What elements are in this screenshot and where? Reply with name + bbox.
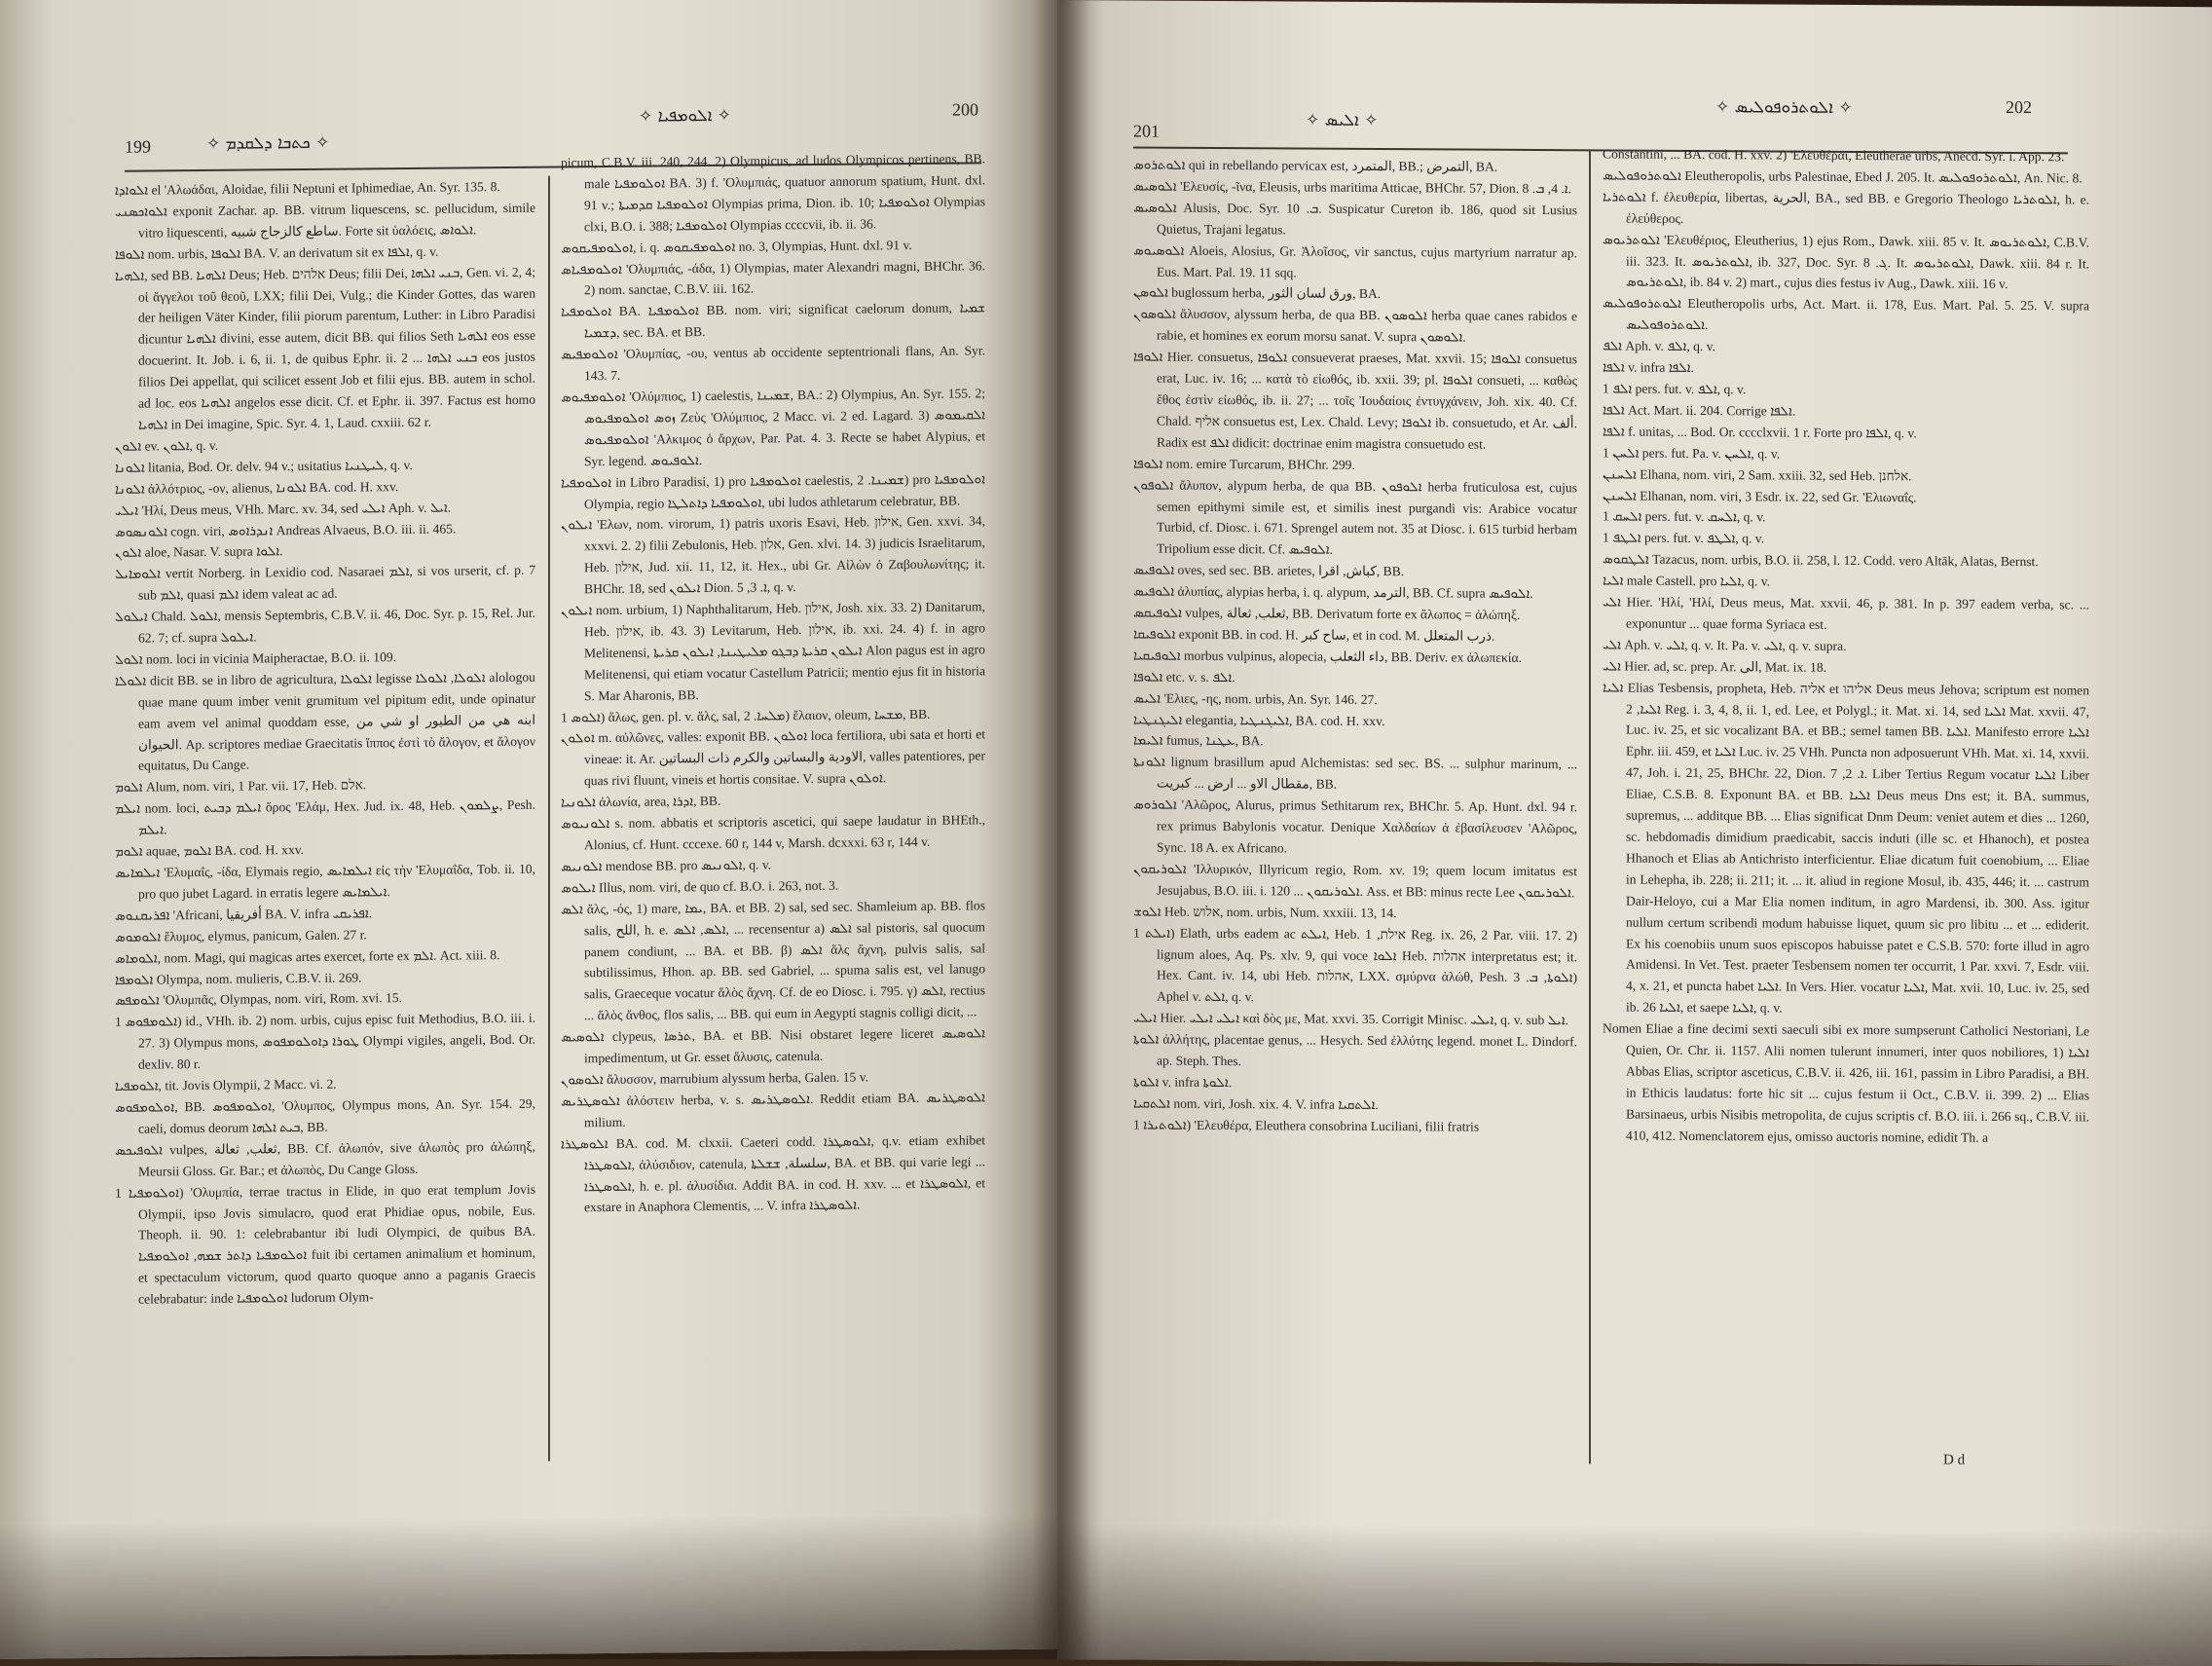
signature-mark: D d: [1943, 1452, 1966, 1468]
dictionary-entry: ܐܠܘܡܦܣ 'Ολυμπᾶς, Olympas, nom. viri, Rom. xvi. 15.: [115, 990, 402, 1009]
left-page-column-2: [561, 148, 985, 1218]
dictionary-entry: ܐܠܘܦܐ nom. urbis, ܐܠܘܦܐ BA. V. an derivatum sit ex ܐܠܦܐ, q. v.: [115, 243, 439, 262]
dictionary-entry: ܐܠܛܩܘܣ Tazacus, nom. urbis, B.O. ii. 258, l. 12. Codd. vero Altāk, Alatas, Bernst.: [1603, 551, 2039, 570]
dictionary-entry: ܐܠܝ Hier. ad, sc. prep. Ar. الى, Mat. ix. 18.: [1603, 658, 1827, 675]
dictionary-entry: ܐܠܘܬܪܘܦܘܠܝܣ Eleutheropolis urbs, Act. Mart. ii. 178, Eus. Mart. Pal. 5. 25. V. supra ܐܠܘܬܪܘܦܘܠܝܣ.: [1603, 295, 2089, 333]
dictionary-entry: Constantini, ... BA. cod. H. xxv. 2) 'Ελευθέραι, Eleutherae urbs, Anecd. Syr. i. App. 23.: [1603, 146, 2065, 165]
dictionary-entry: ܐܠܦܐ v. infra ܐܠܦܐ.: [1603, 359, 1694, 376]
dictionary-entry: ܐܠܘܦܝܟܣ vulpes, ثعلب, ثعالة, BB. Cf. ἀλωπόν, sive ἀλωπὸς pro ἀλώπηξ, Meursii Gloss. Gr. Bar.; et ἀλωπὸς, Du Cange Gloss.: [115, 1138, 535, 1179]
dictionary-entry: ܐܠܘܣܝܣ clypeus, ܬܪܣܐ, BA. et BB. Nisi obstaret legere liceret ܐܠܘܣܝܣ impedimentum, ut Gr. esset ἅλυσις, catenula.: [561, 1025, 985, 1066]
dictionary-entry: ܐܠܝ Hier. 'Ηλί, 'Ηλί, Deus meus, Mat. xxvii. 46, p. 381. In p. 397 eadem verba, sc. ... exponuntur ... quae forma Syriaca est.: [1603, 594, 2089, 632]
dictionary-entry: ܐܠܬܩܝܐ nom. viri, Josh. xix. 4. V. infra ܐܠܬܩܝܐ.: [1133, 1095, 1379, 1112]
dictionary-entry: ܐܠܦ 1 pers. fut. v. ܐܠܦ, q. v.: [1603, 381, 1747, 397]
dictionary-entry: ܐܠܚܢܢ Elhanan, nom. viri, 3 Esdr. ix. 22, sed Gr. 'Ελιωναΐς.: [1603, 487, 1917, 504]
dictionary-entry: ܐܠܘܦܐ etc. v. s. ܐܠܦ.: [1133, 669, 1235, 685]
dictionary-entry: ܐܠܘܬܪܝܐ f. ἐλευθερία, libertas, الحرية, BA., sed BB. e Gregorio Theologo ܐܠܘܬܪܝܐ, h. e. ἐλεύθερος.: [1603, 189, 2089, 226]
dictionary-entry: ܐܘܠܘܡܦܝܩܘܣ, i. q. ܐܘܠܘܡܦܝܩܘܣ no. 3, Olympias, Hunt. dxl. 91 v.: [561, 237, 912, 256]
column-separator: [548, 176, 550, 1462]
page-shadow: [1057, 1523, 2212, 1666]
dictionary-entry: ܐܝܠܝ Hier. ܐܝܠܝ ܐܝܠܝ καὶ δὸς με, Mat. xxvi. 35. Corrigit Minisc. ܐܝܠܝ, q. v. sub ܐܝܠ.: [1133, 1010, 1568, 1028]
dictionary-entry: ܐܠܘܐܟܣܢܝ exponit Zachar. ap. BB. vitrum liquescens, sc. pellucidum, simile vitro liquescenti, ساطع كالزجاج شبيه. Forte sit ὑαλόεις, ܐܠܘܐܣ.: [115, 200, 535, 241]
page-number-202: 202: [2006, 96, 2032, 118]
dictionary-entry: ܐܘܠܘܡܦܝܣ 'Ολυμπίας, -ου, ventus ab occidente septentrionali flans, An. Syr. 143. 7.: [561, 343, 985, 384]
dictionary-entry: ܐܠܘܡ aquae, ܐܠܘܡ BA. cod. H. xxv.: [115, 842, 305, 859]
dictionary-entry: ܐܝܠܘܢ 'Ελων, nom. virorum, 1) patris uxoris Esavi, Heb. אילון, Gen. xxvi. 34, xxxvi. 2. 2) filii Zebulonis, Heb. אלון, Gen. xlvi. 14. 3) judicis Israelitarum, Heb. אילון, Jud. xii. 11, 12, it. Hex., ubi Gr. Αἰλὼν ὁ Ζαβουλωνίτης; it. BHChr. 18, sed ܐܝܠܘܢ Dion. ܐ. 3, 5, q. v.: [561, 513, 985, 597]
dictionary-entry: ܐܠܚܩ 1 pers. fut. v. ܐܠܚܩ, q. v.: [1603, 508, 1766, 525]
dictionary-entry: ܐܠܘܣܝܣ Alusis, Doc. Syr. ܒ. 10. Suspicatur Cureton ib. 186, quod sit Lusius Quietus, Trajani legatus.: [1133, 200, 1577, 238]
dictionary-entry: ܐܠܘܪܝܩܘܢ 'Ιλλυρικόν, Illyricum regio, Rom. xv. 19; quem locum imitatus est Jesujabus, B.O. iii. i. 120 ... ܐܠܘܪܝܩܘܢ. Ass. et BB: minus recte Lee ܐܠܘܪܝܩܘܢ.: [1133, 861, 1577, 901]
dictionary-entry: ܐܠܘܠ nom. loci in vicinia Maipheractae, B.O. ii. 109.: [115, 649, 397, 667]
dictionary-entry: ܐܠܦܐ f. unitas, ... Bod. Or. cccclxvii. 1 r. Forte pro ܐܠܦܐ, q. v.: [1603, 424, 1917, 441]
dictionary-entry: ܐܠܘܬܐ v. infra ܐܠܘܬܐ.: [1133, 1074, 1233, 1091]
page-shadow: [0, 1513, 1061, 1659]
dictionary-entry: ܐܠܘܡܦܘܣ 1) id., VHh. ib. 2) nom. urbis, cujus episc fuit Methodius, B.O. iii. i. 27. 3) Olympus mons, ܛܘܪܐ ܕܐܘܠܘܡܦܘܣ Olympi vigiles, angeli, Bod. Or. dexliv. 80 r.: [115, 1011, 536, 1072]
dictionary-entry: ܐܠܛܦ 1 pers. fut. v. ܐܠܛܦ, q. v.: [1603, 530, 1765, 546]
running-head-right: ✧ ܐܠܘܬܪܘܦܘܠܝܣ ✧: [1715, 97, 1853, 118]
dictionary-entry: ܐܠܝܡܐ fumus, ܥܛܢܐ, BA.: [1133, 732, 1264, 749]
dictionary-entry: ܐܠܘܣܝܘܣ Aloeis, Alosius, Gr. Ἀλοῖσος, vir sanctus, cujus martyrium narratur ap. Eus. Mart. Pal. 19. 11 sqq.: [1133, 242, 1577, 280]
dictionary-entry: ܐܠܘܢܬܐ lignum brasillum apud Alchemistas: sed sec. BS. ... sulphur marinum, ... مقطال الاو ... ارض ... كبريت, BB.: [1133, 754, 1577, 793]
right-page: [1057, 0, 2212, 1666]
dictionary-entry: ܐܠܘܢܣܘܣ cogn. viri, ܐܢܕܪܐܘܣ Andreas Alvaeus, B.O. iii. ii. 465.: [115, 521, 457, 539]
dictionary-entry: ܐܝܠܘܣ Illus, nom. viri, de quo cf. B.O. i. 263, not. 3.: [561, 877, 839, 896]
dictionary-entry: ܐܠܘܬܪܘܦܘܠܝܣ Eleutheropolis, urbs Palestinae, Ebed J. 205. It. ܐܠܘܬܪܘܦܘܠܝܣ, An. Nic. 8.: [1603, 167, 2083, 186]
dictionary-entry: ܐܠܘܦܐ nom. emire Turcarum, BHChr. 299.: [1133, 456, 1355, 472]
dictionary-entry: picum, C.B.V. iii. 240, 244. 2) Olympicus, ad ludos Olympicos pertinens, BB. male ܐܘܠܘܡܦܝܐ BA. 3) f. 'Ολυμπιάς, quatuor annorum spatium, Hunt. dxl. 91 v.; ܐܘܠܘܡܦܝܐ ܩܕܡܝܬܐ Olympias prima, Dion. ib. 10; ܐܘܠܘܡܦܝܐ Olympias clxi, B.O. i. 388; ܐܘܠܘܡܦܝܐ Olympias ccccvii, ib. ii. 36.: [561, 151, 985, 234]
dictionary-entry: ܐܠܝܓܢܛܝܐ elegantia, ܐܠܝܓܢܛܝܐ, BA. cod. H. xxv.: [1133, 712, 1385, 728]
dictionary-entry: ܐܠܘܣܛܪܝܣ ἀλόστειν herba, v. s. ܐܠܘܣܛܪܝܣ. Reddit etiam BA. ܐܠܘܣܛܪܝܣ milium.: [561, 1090, 985, 1130]
dictionary-entry: ܐܠܘܢܝܘܣ s. nom. abbatis et scriptoris ascetici, qui saepe laudatur in BHEth., Alonius, cf. Hunt. cccexe. 60 r, 144 v, Marsh. dcxxxi. 63 r, 144 v.: [561, 812, 985, 853]
dictionary-entry: ܐܠܘܬܪܘܣ qui in rebellando pervicax est, المتمرد, BB.; التمرض, BA.: [1133, 157, 1498, 174]
dictionary-entry: ܐܠܘܦܘܢ ἄλυπον, alypum herba, de qua BB. ܐܠܘܦܘܢ herba fruticulosa est, cujus semen epithymi simile est, et similis inest purgandi vis: Arabice vocatur Turbid, cf. Diosc. i. 671. Sprengel autem not. 35 at Diosc. i. 615 turbid herbam Tripolium esse dicit. Cf. ܐܠܘܦܝܣ.: [1133, 477, 1578, 558]
dictionary-entry: ܐܠܘܢܐ litania, Bod. Or. delv. 94 v.; usitatius ܠܝܛܢܝܐ, q. v.: [115, 457, 413, 475]
dictionary-entry: ܐܦܪܝܩܢܘܣ 'Africani, أفريقيا BA. V. infra ܐܦܪܝܩܝ.: [115, 906, 373, 923]
dictionary-entry: ܐܘܠܘܡܦܝܐ in Libro Paradisi, 1) pro ܐܘܠܘܡܦܝܐ caelestis, ܫܡܝܢܐ. 2) pro ܐܘܠܘܡܦܝܐ Olympia, regio ܐܘܠܘܡܦܝܐ ܕܐܬܠܛܐ, ubi ludos athletarum celebratur, BB.: [561, 470, 985, 511]
dictionary-entry: ܐܠܘܡ Alum, nom. viri, 1 Par. vii. 17, Heb. אלם.: [115, 777, 367, 796]
dictionary-entry: ܐܠܘܢ aloe, Nasar. V. supra ܐܠܘܐ.: [115, 543, 283, 561]
dictionary-entry: ܐܠܘܦܐ Hier. consuetus, ܐܠܘܦܐ consueverat praeses, Mat. xxvii. 15; ܐܠܘܦܐ consuetus erat, Luc. iv. 16; ... κατὰ τὸ εἰωθός, ib. xxii. 39; pl. ܐܠܘܦܐ consueti, ... καθὼς ἔθος ἐστὶν εἰωθός, ib. ii. 27; ... τοῖς Ἰουδαίοις ἐντυγχάνειν, Joh. xix. 40. Cf. Chald. אליף consuetus est, Lex. Chald. Levy; ܐܠܘܦܐ ib. consuetudo, et Ar. ألف. Radix est ܐܠܦ didicit: doctrinae enim magistra consuetudo est.: [1133, 349, 1578, 452]
dictionary-entry: ܐܠܗܝܐ, sed BB. ܐܠܗܝܐ Deus; Heb. אלהים Deus; filii Dei, ܒܢܝ ܐܠܗܐ, Gen. vi. 2, 4; οἱ ἄγγελοι τοῦ θεοῦ, LXX; filii Dei, Vulg.; die Kinder Gottes, das waren der heiligen Väter Kinder, filii piorum parentum, Luther: in Libro Paradisi dicuntur ܐܠܗܝܐ divini, esse autem, dicit BB. qui filios Seth ܐܠܗܝܐ eos esse docuerint. It. Job. i. 6, ii. 1, de quibus Ephr. ii. 2 ... ܒܢܝ ܐܠܗܐ eos justos filios Dei appellat, qui scilicet essent Job et filii ejus. BB. autem in schol. ad loc. eos ܐܠܗܝܐ angelos esse dicit. Cf. et Ephr. ii. 397. Factus est homo ܐܠܗܝܐ in Dei imagine, Spic. Syr. 4. 1, Laud. cxxiii. 62 r.: [115, 264, 536, 432]
dictionary-entry: ܐܠܘܬܐ ἀλλήτης, placentae genus, ... Hesych. Sed ἐλλύτης legend. monet L. Dindorf. ap. Steph. Thes.: [1133, 1031, 1577, 1069]
right-page-column-1: [1133, 154, 1577, 1137]
dictionary-entry: ܐܝܠܡܐܝܣ 'Ελυμαΐς, -ίδα, Elymais regio, ܐܝܠܡܐܝܣ εἰς τὴν 'Ελυμαΐδα, Tob. ii. 10, pro quo jubet Lagard. in erratis legere ܐܝܠܡܐܝܣ.: [115, 861, 535, 902]
dictionary-entry: ܐܠܘܬܪܝܘܣ 'Ελευθέριος, Eleutherius, 1) ejus Rom., Dawk. xiii. 85 v. It. ܐܠܘܬܪܝܘܣ, C.B.V. iii. 323. It. ܐܠܘܬܪܝܘܣ, ib. 327, Doc. Syr. ܓ. 8. It. ܐܠܘܬܪܝܘܣ, Dawk. xiii. 84 r. It. ܐܠܘܬܪܝܘܣ, ib. 84 v. 2) mart., cujus dies festus iv Aug., Dawk. xiii. 16 v.: [1603, 232, 2089, 292]
dictionary-entry: ܐܘܠܘܢ m. αὐλῶνες, valles: exponit BB. ܐܘܠܘܢ loca fertiliora, ubi sata et horti et vineae: it. Ar. الاودية والبساتين والكرم ذات البساتين, valles patentiores, per quas rivi fluunt, vineis et hortis consitae. V. supra ܐܘܠܘܢ.: [561, 726, 986, 789]
page-number-200: 200: [952, 99, 978, 120]
dictionary-entry: ܐܠܝܐ male Castell. pro ܐܠܝܐ, q. v.: [1603, 573, 1770, 589]
dictionary-entry: ܐܠܘܡܦܐ Olympa, nom. mulieris, C.B.V. ii. 269.: [115, 969, 362, 987]
dictionary-entry: ܐܠܝ Aph. v. ܐܠܝ, q. v. It. Pa. v. ܐܠܝ, q. v. supra.: [1603, 637, 1847, 653]
page-number-199: 199: [125, 136, 151, 157]
page-number-201: 201: [1133, 121, 1160, 141]
dictionary-entry: ܐܠܘܣܝܣ 'Ελευσίς, -ῖνα, Eleusis, urbs maritima Atticae, BHChr. 57, Dion. ܐ. 4, ܒ. 8.: [1133, 178, 1572, 197]
dictionary-entry: ܐܝܠܘܠ Chald. ܐܠܘܠ, mensis Septembris, C.B.V. ii. 46, Doc. Syr. p. 15, Rel. Jur. 62. 7; cf. supra ܐܝܠܘܠ.: [115, 605, 536, 646]
dictionary-entry: ܐܠܘܠܐ dicit BB. se in libro de agricultura, ܐܠܘܠܐ legisse ܐܠܘܠܐ, ܐܠܘܠܐ alologou quae mane quum imber venit grumitum vel pipitum edit, unde opinatur eam avem vel animal quoddam esse, ابنه هي من الطيور او شي من الحيوان. Ap. scriptores mediae Graecitatis ἵππος ἐστὶ τὸ ἄλογον, et ἄλογον equitatus, Du Cange.: [115, 669, 535, 774]
left-page: [0, 0, 1061, 1659]
dictionary-entry: ܐܝܠܝ 'Ηλί, Deus meus, VHh. Marc. xv. 34, sed ܐܝܠܝ Aph. v. ܐܝܠ.: [115, 500, 452, 518]
dictionary-entry: ܐܠܘܢܝܣ mendose BB. pro ܐܠܘܢܝܣ, q. v.: [561, 857, 772, 874]
running-head-right: ✧ ܐܠܘܡܦܝܐ ✧: [639, 105, 732, 127]
right-page-column-2: [1603, 143, 2089, 1149]
dictionary-entry: ܐܠܘܣܘܢ ἄλυσσον, alyssum herba, de qua BB. ܐܠܘܣܘܢ herba quae canes rabidos e rabie, et homines ex eorum morsu sanat. V. supra ܐܠܘܣܘܢ.: [1133, 306, 1577, 345]
dictionary-entry: ܐܠܘܡܦܝܐ, tit. Jovis Olympii, 2 Macc. vi. 2.: [115, 1076, 337, 1093]
dictionary-entry: ܐܠܘܦܝܣ oves, sed sec. BB. arietes, كباش, اقرا, BB.: [1133, 562, 1405, 579]
dictionary-entry: ܐܠܘܢܝܐ ἀλωνία, area, ܐܕܪܐ, BB.: [561, 794, 721, 810]
dictionary-entry: Nomen Eliae a fine decimi sexti saeculi sibi ex more sumpserunt Catholici Nestoriani, Le Quien, Or. Chr. ii. 1157. Alii nomen tulerunt innumeri, inter quos nobiliores, 1) ܐܠܝܐ Abbas Elias, scriptor asceticus, C.B.V. ii. 426, iii. 161, passim in Libro Paradisi, a BH. in Ethicis laudatus: forte hic sit ... cujus festum ii Oct., C.B.V. ii. 399. 2) ... Elias Barsinaeus, urbis Nisibis metropolita, de cujus scriptis cf. B.O. iii. i. 266 sq., C.B.V. iii. 410, 412. Nomenclatorem ejus, omisso auctoris nomine, edidit Th. a: [1603, 1020, 2089, 1145]
dictionary-entry: ܐܠܝܐ Elias Tesbensis, propheta, Heb. אליה et אליהו Deus meus Jehova; scriptum est nomen ܐܠܝܐ, 2 Reg. i. 3, 4, 8, ii. 1, ed. Lee, et Polygl.; it. Mat. xi. 14, sed ܐܠܝܐ Mat. xxvii. 47, Luc. iv. 25, et sic vocalizant BA. et BB.; semel tamen BB. ܐܠܝܐ. Manifesto errore ܐܠܝܐ Ephr. iii. 459, et ܐܠܝܐ Luc. iv. 25 VHh. Puncta non adposuerunt VHh. Mat. xi. 14, xxvii. 47, Joh. i. 21, 25, BHChr. 22, Dion. ܐ. 2, 7. Liber Tertius Regum vocatur ܐܠܝܐ Liber Eliae, C.S.B. 8. Exponunt BA. et BB. ܐܠܝܐ Deus meus Dns est; it. BA. summus, supremus, ... additque BB. ... Elias significat Dnm Deum: veniet autem et dies ... 1260, sc. hebdomadis dimidium praedicabit, saccis induti (ille sc. et Hhanoch), et postea Hhanoch et Elias ab Antichristo interficientur. Eliae dicatum fuit coenobium, ... Eliae in Lehepha, ib. 228; ii. 211; it. ... it. aliud in regione Mosul, ib. 435, 446; it. ... castrum Dair-Heloyo, cui a Mar Elia nomen inditum, in agro Mardensi, ib. 300. Ass. igitur nullum certum scribendi modum habuisse liquet, quum sic pro libitu ... et ... ediderit. Ex his coenobiis unum suos episcopos habuisse patet e C.S.B. 570: forte illud in agro Amidensi. In Vet. Test. praeter Tesbensem nomen ter occurrit, 1 Par. xxvi. 7, Esdr. viii. 4, x. 21, et puncta habet ܐܠܝܐ. In Vers. Hier. vocatur ܐܠܝܐ, Mat. xvii. 10, Luc. iv. 25, sed ib. 26 ܐܠܝܐ, et saepe ܐܠܝܐ, q. v.: [1603, 680, 2090, 1016]
dictionary-entry: ܐܘܠܘܡܦܝܐܣ 'Ολυμπιάς, -άδα, 1) Olympias, mater Alexandri magni, BHChr. 36. 2) nom. sanctae, C.B.V. iii. 162.: [561, 257, 985, 298]
dictionary-entry: ܐܠܘܦܝܩܣ vulpes, ثعلب, ثعالة, BB. Derivatum forte ex ἄλωπος = ἀλώπηξ.: [1133, 605, 1521, 622]
dictionary-entry: ܐܠܘܐܕܐ el 'Αλωάδαι, Aloidae, filii Neptuni et Iphimediae, An. Syr. 135. 8.: [115, 179, 500, 198]
dictionary-entry: ܐܠܘܦܝܩܐ exponit BB. in cod. H. ساح كبر, et in cod. M. ذرب المتعلل.: [1133, 626, 1495, 644]
running-head-left: ✧ ܟܬܒܐ ܕܠܩܕܡ ✧: [206, 132, 330, 154]
column-separator: [1589, 149, 1591, 1463]
dictionary-entry: ܐܘܠܘܡܦܘܣ, BB. ܐܘܠܘܡܦܘܣ, 'Ολυμπος, Olympus mons, An. Syr. 154. 29, caeli, domus deorum ܒܝܬ ܐܠܗܐ, BB.: [115, 1095, 535, 1136]
dictionary-entry: ܐܠܘܣܘܢ ἄλυσσον, marrubium alyssum herba, Galen. 15 v.: [561, 1069, 869, 1088]
dictionary-entry: ܐܠܘܬܝܪܐ 1) 'Ελευθέρα, Eleuthera consobrina Luciliani, filii fratris: [1133, 1117, 1480, 1134]
running-head-left: ✧ ܐܠܝܣ ✧: [1306, 110, 1379, 131]
dictionary-entry: ܐܠܦ Aph. v. ܐܠܦ, q. v.: [1603, 338, 1716, 354]
left-page-column-1: [115, 176, 535, 1311]
dictionary-entry: ܐܠܣ ἅλς, -ός, 1) mare, ܝܡܐ, BA. et BB. 2) sal, sed sec. Shamleium ap. BB. flos salis, اللح, h. e. ܐܠܣ, ܐܠܣ, ... recensentur a) ܐܠܣ sal pistoris, sal quocum panem condiunt, ... BA. et BB. β) ܐܠܣ ἅλς ἄχνη, pulvis salis, sal subtilissimus, Hhon. ap. BB. sed Gabriel, ... spuma salis est, vel lanugo salis, Graeceque vocatur ἅλὸς ἄχνη. Cf. de eo Diosc. i. 795. γ) ܐܠܣ, rectius ... ἅλὸς ἄνθος, flos salis, ... BB. qui eum in Aegypti stagnis colligi dicit, ...: [561, 898, 985, 1023]
dictionary-entry: ܐܠܚܢܢ Elhana, nom. viri, 2 Sam. xxiii. 32, sed Heb. אלחנן.: [1603, 466, 1912, 483]
dictionary-entry: ܐܠܦܐ Act. Mart. ii. 204. Corrige ܐܠܦܐ.: [1603, 402, 1796, 419]
dictionary-entry: ܐܠܚܢ 1 pers. fut. Pa. v. ܐܠܚܢ, q. v.: [1603, 445, 1781, 462]
dictionary-entry: ܐܝܠܡ nom. loci, ܐܝܠܡ ܕܒܝܬ ὅρος 'Ελάμ, Hex. Jud. ix. 48, Heb. ܨܠܡܘܢ, Pesh. ܐܝܠܡ.: [115, 797, 535, 837]
dictionary-entry: ܐܠܘܡܐܝܠ vertit Norberg. in Lexidio cod. Nasaraei ܐܠܡ, si vos urserit, cf. p. 7 sub ܐܠܡ, quasi ܐܠܡ idem valeat ac ad.: [115, 563, 535, 603]
dictionary-entry: ܐܠܝܣ 'Ελιες, -ης, nom. urbis, An. Syr. 146. 27.: [1133, 690, 1378, 707]
dictionary-entry: ܐܝܠܬ 1) Elath, urbs eadem ac ܐܝܠܬ, Heb. אילת, 1 Reg. ix. 26, 2 Par. viii. 17. 2) lignum aloes, Aq. Ps. xlv. 9, qui voce ܐܠܘܐ Heb. אהלות interpretatus est; it. Hex. Cant. iv. 14, ubi Heb. אהלות, LXX. σμύρνα ἀλώθ, Pesh. ܐܠܘܬܐ, ܒ. 3) Aphel v. ܐܠܬ, q. v.: [1133, 925, 1578, 1005]
dictionary-entry: ܐܝܠܘܢ nom. urbium, 1) Naphthalitarum, Heb. אילון, Josh. xix. 33. 2) Danitarum, Heb. אילון, ib. 43. 3) Levitarum, Heb. אילון, ib. xxi. 24. 4) f. in agro Melitenensi, ܐܝܠܘܢ ܩܪܝܬܐ ܕܒܓܘ ܡܠܝܛܝܢܐ, ܐܝܠܘܢ ܩܪܝܬܐ Alon pagus est in agro Melitenensi, qui etiam vocatur Castellum Patricii; mentio ejus fit in historia S. Mar Aharonis, BB.: [561, 599, 986, 703]
book-gutter: [1032, 0, 1090, 1659]
dictionary-entry: ܐܠܘܣܢ buglossum herba, ورق لسان الثور, BA.: [1133, 284, 1382, 302]
dictionary-entry: ܐܠܘܢ ev. ܐܠܘܢ, q. v.: [115, 437, 219, 454]
dictionary-entry: ܐܘܠܘܡܦܝܘܣ 'Ολύμπιος, 1) caelestis, ܫܡܝܢܐ, BA.: 2) Olympius, An. Syr. 155. 2; ܙܘܣ ܐܘܠܘܡܦܝܘܣ Ζεὺς 'Ολύμπιος, 2 Macc. vi. 2 ed. Lagard. 3) ܐܠܩܝܡܘܣ ܐܘܠܘܡܦܝܘܣ 'Αλκιμος ὁ ἄρχων, Par. Pat. 4. 3. Recte se habet Alypius, et Syr. legend. ܐܠܘܦܝܘܣ.: [561, 386, 986, 468]
dictionary-entry: ܐܠܘܦܝܣ ἀλυπίας, alypias herba, i. q. alypum, الترمد, BB. Cf. supra ܐܠܘܦܝܣ.: [1133, 583, 1533, 602]
dictionary-entry: ܐܘܠܘܡܦܝܐ BA. ܐܘܠܘܡܦܝܐ BB. nom. viri; significat caelorum donum, ܫܡܝܐ ܕܫܡܝܐ, sec. BA. et BB.: [561, 300, 985, 341]
dictionary-entry: ܐܠܘܣܛܪܐ BA. cod. M. clxxii. Caeteri codd. ܐܠܘܣܛܪܐ, q.v. etiam exhibet ܐܠܘܣܛܪܐ, ἀλύσιδιον, catenula, سلسلة, ܫܫܠܬܐ, BA. et BB. qui varie legi ... ܐܠܘܣܛܪܐ, h. e. pl. ἀλυσίδια. Addit BA. in cod. H. xxv. ... et ܐܠܘܣܛܪܐ, et exstare in Anaphora Clementis, ... V. infra ܐܠܘܣܛܪܐ.: [561, 1131, 986, 1215]
dictionary-entry: ܐܠܘܦܝܩܝܐ morbus vulpinus, alopecia, داء الثعلب, BB. Deriv. ex ἀλωπεκία.: [1133, 648, 1523, 665]
dictionary-entry: ܐܠܘܡܐܣ, nom. Magi, qui magicas artes exercet, forte ex ܐܠܡ. Act. xiii. 8.: [115, 946, 500, 966]
dictionary-entry: ܐܠܘܢܐ ἀλλότριος, -ον, alienus, ܐܠܘܢܐ BA. cod. H. xxv.: [115, 478, 399, 497]
dictionary-entry: ܐܠܘܪܘܣ 'Αλῶρος, Alurus, primus Sethitarum rex, BHChr. 5. Ap. Hunt. dxl. 94 r. rex primus Babylonis vocatur. Denique Χαλδαίων ἀ ἐβασίλευσεν 'Αλῶρος, Sync. 18 A. ex Africano.: [1133, 796, 1577, 856]
dictionary-entry: ܐܠܘܣ 1) ἅλως, gen. pl. v. ἅλς, sal, ܡܠܚܐ. 2) ἔλαιον, oleum, ܡܫܚܐ, BB.: [561, 706, 931, 725]
dictionary-entry: ܐܠܘܫ Heb. אלוש, nom. urbis, Num. xxxiii. 13, 14.: [1133, 904, 1397, 920]
dictionary-entry: ܐܠܘܡܘܣ ἔλυμος, elymus, panicum, Galen. 27 r.: [115, 927, 367, 944]
dictionary-entry: ܐܘܠܘܡܦܝܐ 1) 'Ολυμπία, terrae tractus in Elide, in quo erat templum Jovis Olympii, ipso Jovis simulacro, quod erat Phidiae opus, nobile, Eus. Theoph. ii. 90. 1: celebrabantur ibi ludi Olympici, de quibus BA. ܐܘܠܘܡܦܝܐ ܕܐܬܪ ܫܡܗ, ܐܘܠܘܡܦܝܐ fuit ibi certamen animalium et hominum, et spectaculum victorum, quod quarto quoque anno a paganis Graecis celebrabatur: inde ܐܘܠܘܡܦܝܐ ludorum Olym-: [115, 1181, 535, 1307]
